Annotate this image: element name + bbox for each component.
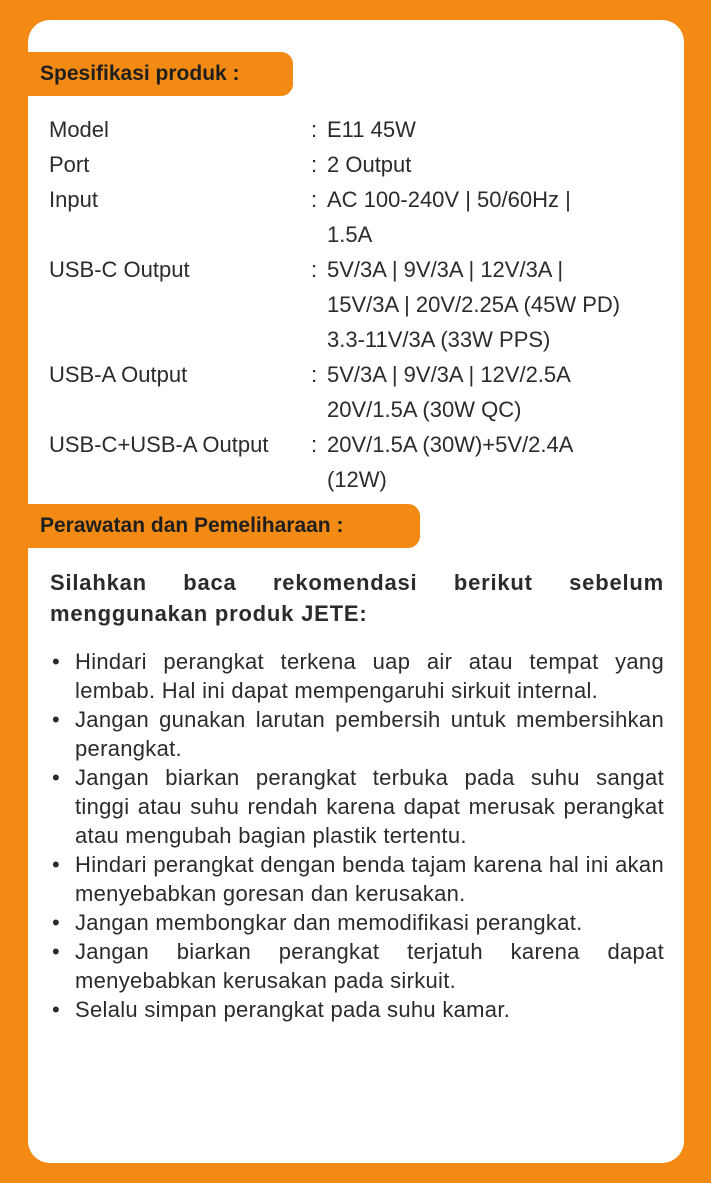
care-item-text: Hindari perangkat dengan benda tajam karena hal ini akan menyebabkan goresan dan kerusakan. [75, 852, 664, 906]
care-intro: Silahkan baca rekomendasi berikut sebelum menggunakan produk JETE: [50, 570, 664, 626]
spec-value-line: 15V/3A | 20V/2.25A (45W PD) [327, 292, 621, 317]
spec-value-line: 3.3-11V/3A (33W PPS) [327, 327, 551, 352]
spec-value-line: AC 100-240V | 50/60Hz | [327, 187, 571, 212]
spec-colon: : [311, 362, 318, 387]
spec-row-input [49, 182, 679, 252]
spec-label: Input [49, 187, 98, 212]
care-list [50, 647, 664, 1024]
spec-value [327, 182, 679, 252]
spec-row-combined-output [49, 427, 679, 497]
care-item-text: Selalu simpan perangkat pada suhu kamar. [75, 997, 511, 1022]
spec-colon: : [311, 257, 318, 282]
spec-value-line: 20V/1.5A (30W QC) [327, 397, 522, 422]
spec-colon: : [311, 152, 318, 177]
list-item [50, 995, 664, 1024]
spec-value-line: 5V/3A | 9V/3A | 12V/2.5A [327, 362, 571, 387]
bullet-icon: • [52, 707, 61, 732]
spec-label: USB-C Output [49, 257, 190, 282]
care-item-text: Jangan gunakan larutan pembersih untuk membersihkan perangkat. [75, 707, 664, 761]
spec-colon: : [311, 187, 318, 212]
spec-value [327, 112, 679, 147]
spec-row-model [49, 112, 679, 147]
spec-value-line: (12W) [327, 467, 387, 492]
care-item-text: Hindari perangkat terkena uap air atau tempat yang lembab. Hal ini dapat mempengaruhi sirkuit internal. [75, 649, 664, 703]
spec-section-title: Spesifikasi produk : [28, 52, 293, 96]
list-item [50, 908, 664, 937]
bullet-icon: • [52, 852, 61, 877]
care-item-text: Jangan membongkar dan memodifikasi perangkat. [75, 910, 583, 935]
care-section-title: Perawatan dan Pemeliharaan : [28, 504, 420, 548]
spec-value [327, 252, 679, 357]
list-item [50, 705, 664, 763]
bullet-icon: • [52, 910, 61, 935]
spec-value [327, 427, 679, 497]
list-item [50, 850, 664, 908]
spec-value-line: 5V/3A | 9V/3A | 12V/3A | [327, 257, 564, 282]
spec-value [327, 147, 679, 182]
spec-label: USB-A Output [49, 362, 188, 387]
spec-row-usba-output [49, 357, 679, 427]
list-item [50, 763, 664, 850]
list-item [50, 647, 664, 705]
spec-value-line: E11 45W [327, 117, 416, 142]
spec-colon: : [311, 432, 318, 457]
spec-row-port [49, 147, 679, 182]
spec-row-usbc-output [49, 252, 679, 357]
spec-table [49, 112, 679, 497]
bullet-icon: • [52, 997, 61, 1022]
product-card [28, 20, 684, 1163]
spec-value-line: 20V/1.5A (30W)+5V/2.4A [327, 432, 574, 457]
bullet-icon: • [52, 939, 61, 964]
spec-label: USB-C+USB-A Output [49, 432, 269, 457]
spec-value-line: 1.5A [327, 222, 373, 247]
bullet-icon: • [52, 649, 61, 674]
list-item [50, 937, 664, 995]
spec-label: Model [49, 117, 109, 142]
bullet-icon: • [52, 765, 61, 790]
spec-value-line: 2 Output [327, 152, 412, 177]
spec-colon: : [311, 117, 318, 142]
care-item-text: Jangan biarkan perangkat terjatuh karena dapat menyebabkan kerusakan pada sirkuit. [75, 939, 664, 993]
spec-value [327, 357, 679, 427]
care-item-text: Jangan biarkan perangkat terbuka pada suhu sangat tinggi atau suhu rendah karena dapat merusak perangkat atau mengubah bagian plastik tertentu. [75, 765, 664, 848]
spec-label: Port [49, 152, 90, 177]
